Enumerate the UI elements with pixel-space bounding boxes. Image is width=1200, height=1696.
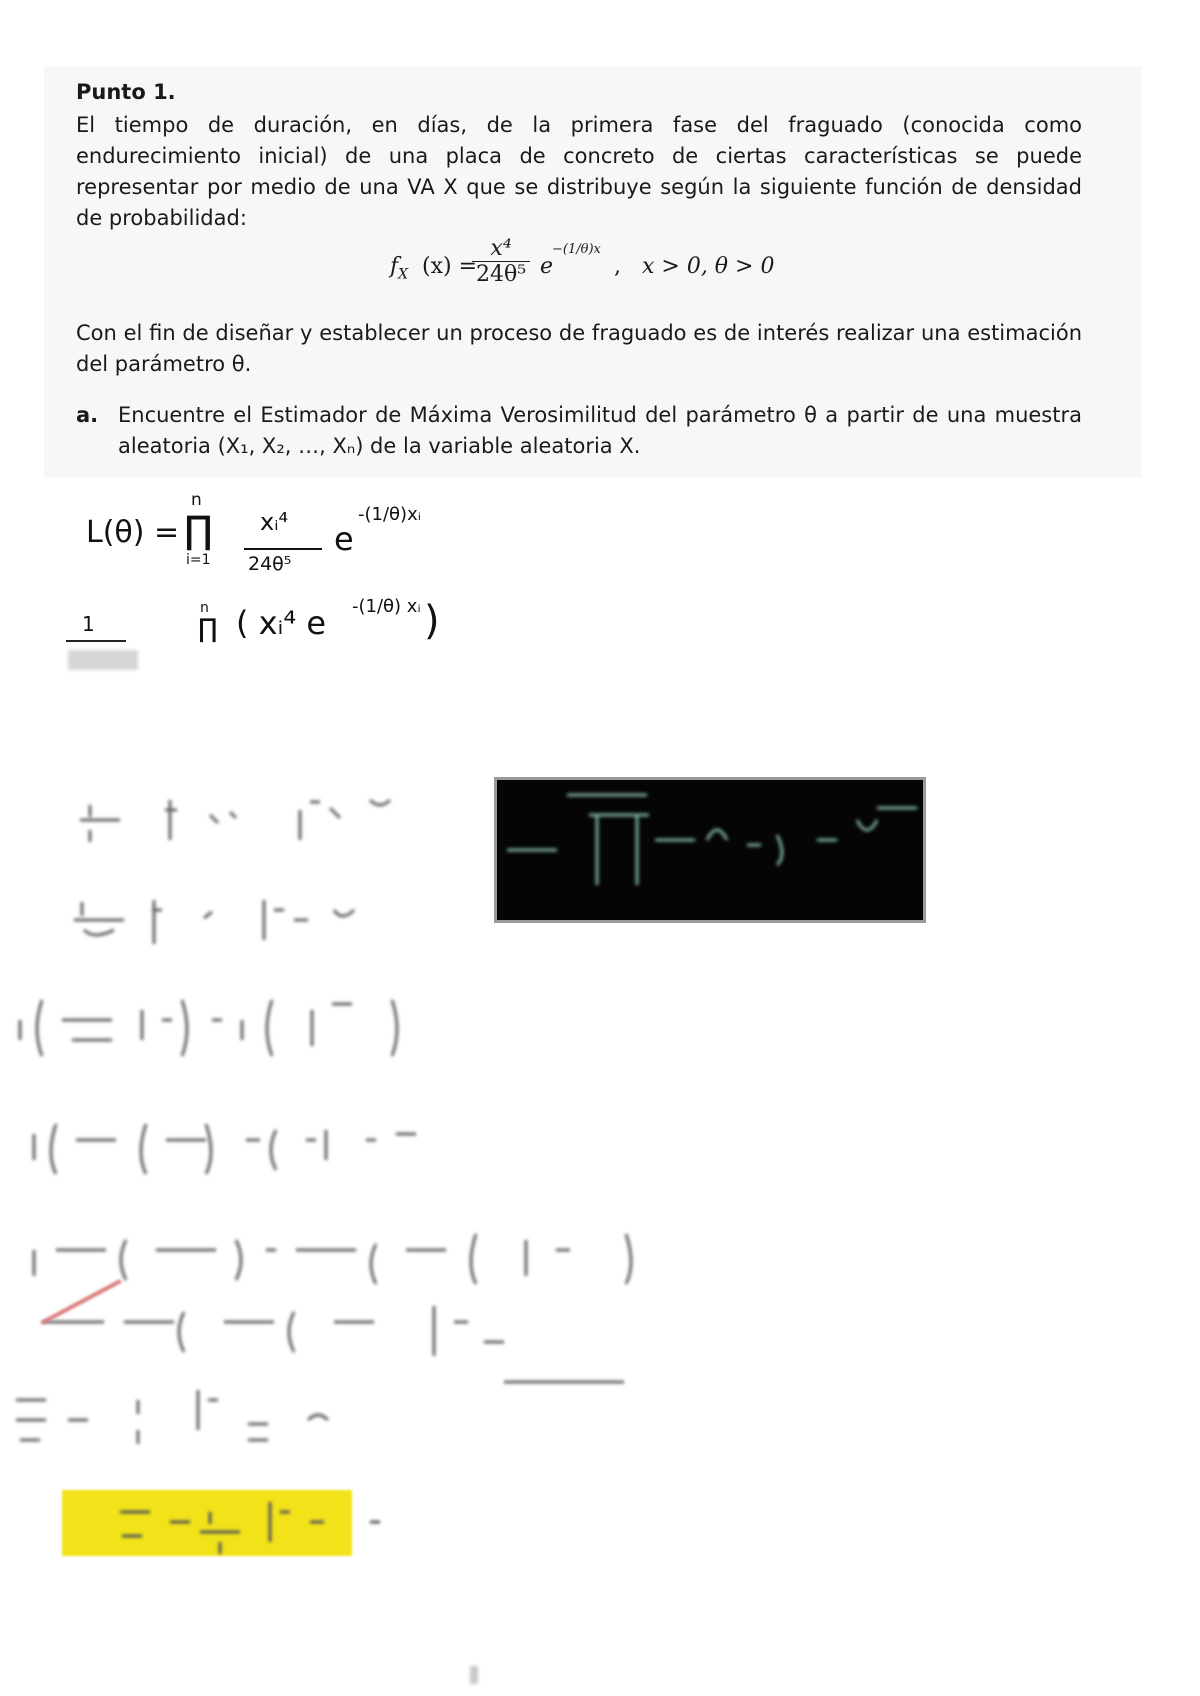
hw2-product-symbol: ∏ [198, 614, 218, 644]
hw2-denominator-blur [68, 650, 138, 670]
hw2-exp-power: -(1/θ) xᵢ [352, 596, 421, 617]
item-a-text: Encuentre el Estimador de Máxima Verosimilitud del parámetro θ a partir de una muestra aleatoria (X₁, X₂, …, Xₙ) de la variable aleatoria X. [118, 403, 1082, 458]
video-thumbnail [494, 777, 926, 923]
blurred-line-7 [26, 1220, 666, 1288]
hw-fraction-bar [244, 548, 322, 550]
formula-exponential: e [540, 254, 554, 279]
formula-fraction [472, 236, 530, 287]
video-thumbnail-scribble [497, 780, 923, 920]
page-number-mark [470, 1666, 478, 1684]
hw2-close-paren: ) [424, 598, 440, 644]
problem-purpose: Con el fin de diseñar y establecer un proceso de fraguado es de interés realizar una estimación del parámetro θ. [76, 321, 1082, 376]
blurred-line-5 [12, 990, 432, 1064]
blurred-line-3 [70, 790, 430, 850]
hw-likelihood-lhs: L(θ) = [86, 515, 180, 550]
hw-numerator: xᵢ⁴ [260, 508, 289, 536]
formula-lhs-arg: (x) = [422, 254, 477, 279]
hw-prod-top: n [191, 490, 202, 510]
density-formula [390, 232, 950, 302]
hw-exp-power: -(1/θ)xᵢ [358, 504, 421, 525]
problem-heading: Punto 1. [76, 80, 176, 104]
hw-denominator: 24θ⁵ [248, 553, 292, 575]
blurred-line-9 [8, 1380, 338, 1460]
formula-condition: x > 0, θ > 0 [642, 254, 775, 279]
problem-intro: El tiempo de duración, en días, de la primera fase del fraguado (conocida como endurecimiento inicial) de una placa de concreto de ciertas características se puede representar por medio de una VA X que se distribuye según la siguiente función de densidad de probabilidad: [76, 113, 1082, 230]
hw-exp: e [334, 520, 354, 558]
hw2-body: ( xᵢ⁴ e [236, 604, 326, 642]
hw2-prod-top: n [200, 600, 209, 616]
hw2-coef-num: 1 [82, 612, 95, 636]
highlighted-result-scribble [110, 1492, 430, 1556]
blurred-line-6 [26, 1110, 456, 1180]
hw-product-symbol: ∏ [184, 508, 213, 552]
formula-denominator: 24θ⁵ [476, 262, 527, 287]
hw2-fraction-bar [66, 640, 126, 642]
hw-prod-bottom: i=1 [186, 552, 211, 568]
formula-comma: , [614, 254, 621, 279]
formula-lhs: $f_X$ [390, 254, 409, 283]
formula-numerator: x⁴ [472, 236, 530, 262]
item-a [76, 400, 1082, 462]
formula-exp-power: −(1/θ)x [552, 242, 601, 257]
item-a-marker: a. [76, 403, 99, 427]
blurred-line-4 [64, 890, 394, 954]
